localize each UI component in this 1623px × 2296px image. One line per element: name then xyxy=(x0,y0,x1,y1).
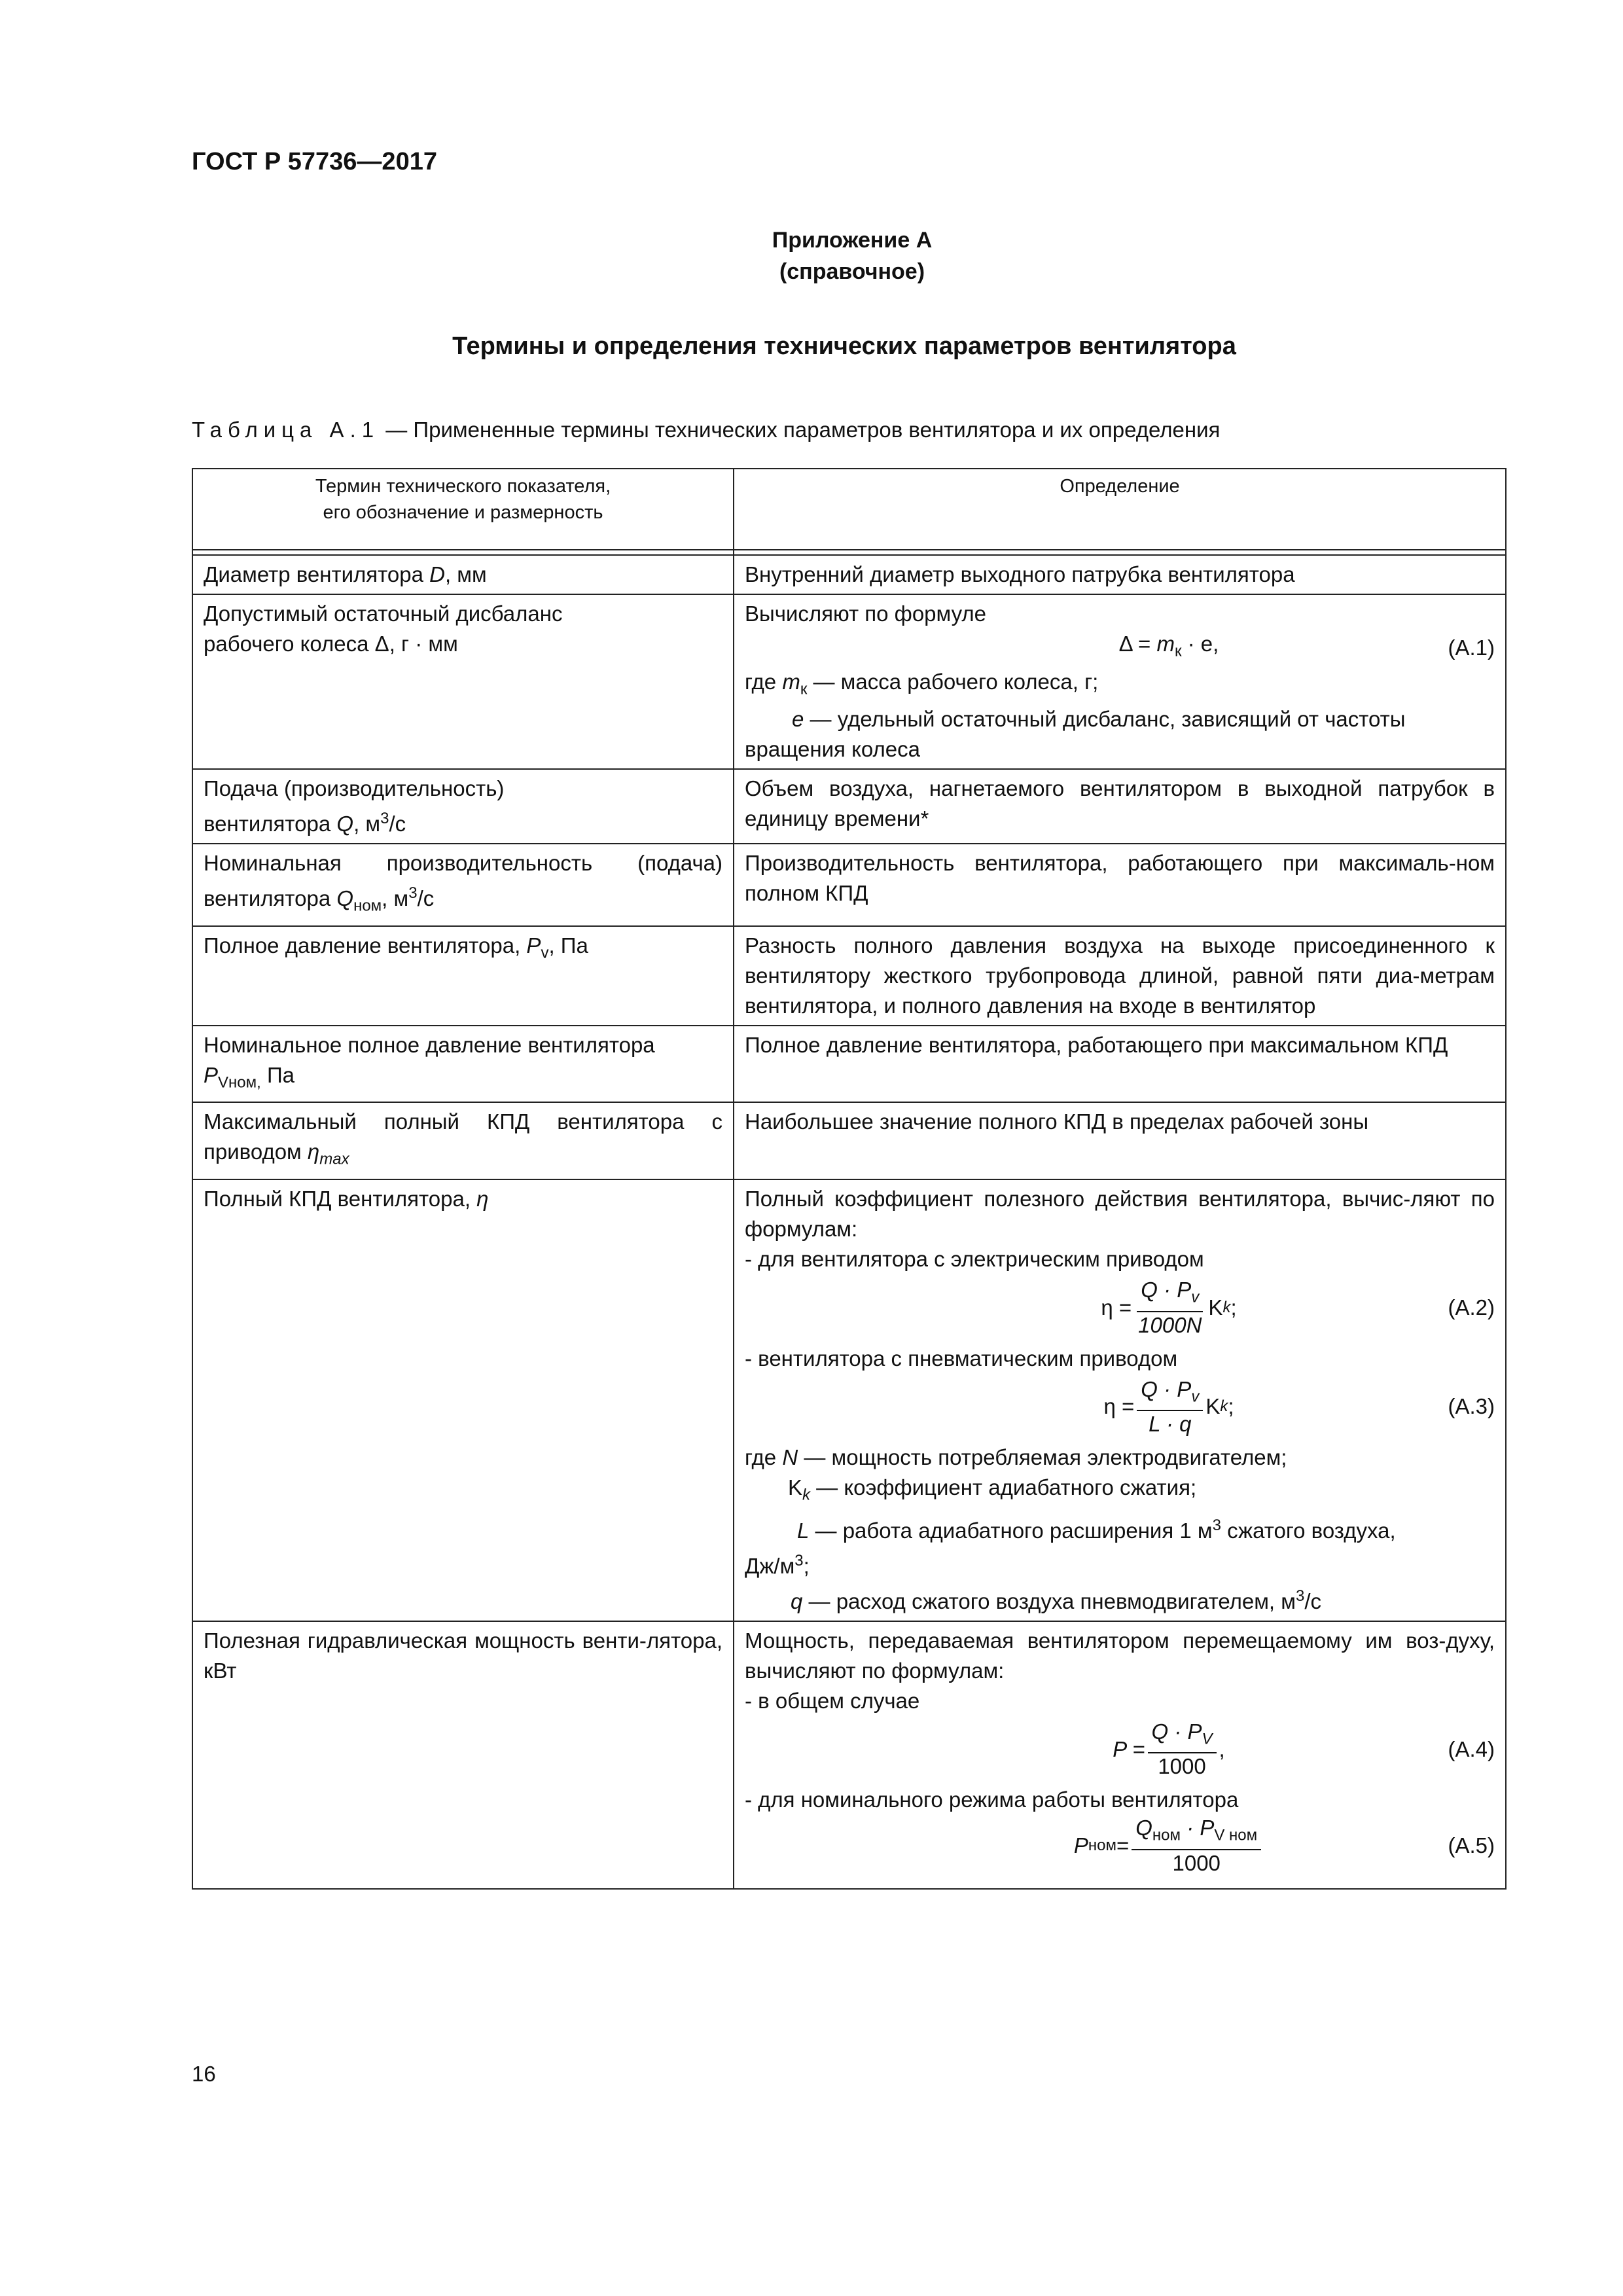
term-symbol: Q xyxy=(336,886,354,911)
eq-denominator xyxy=(1168,1850,1224,1876)
where-symbol: K xyxy=(788,1475,803,1500)
where-symbol: m xyxy=(782,669,800,694)
where-line xyxy=(745,1473,1495,1511)
eq-numerator xyxy=(1132,1815,1261,1850)
term-symbol: Q xyxy=(336,812,354,836)
page-number: 16 xyxy=(192,2062,216,2086)
where-line xyxy=(745,1581,1495,1617)
where-text: /с xyxy=(1304,1588,1321,1613)
where-subscript: k xyxy=(802,1486,811,1504)
definition-cell xyxy=(734,1621,1506,1889)
eq-num-subscript: v xyxy=(1191,1288,1200,1306)
term-symbol: D xyxy=(429,562,445,586)
eq-num-text: Q · P xyxy=(1141,1376,1192,1401)
term-text xyxy=(204,1137,722,1175)
where-line xyxy=(745,1546,1495,1581)
eq-num-text: Q · P xyxy=(1141,1277,1192,1302)
table-row xyxy=(192,1179,1506,1621)
term-text-part: вентилятора xyxy=(204,886,337,911)
where-symbol: N xyxy=(782,1445,798,1470)
eq-part: Δ = xyxy=(1118,632,1157,656)
term-text: Подача (производительность) xyxy=(204,776,505,801)
equation-line xyxy=(745,1815,1495,1876)
eq-fraction xyxy=(1137,1376,1203,1438)
where-superscript: 3 xyxy=(1212,1516,1221,1534)
eq-den-text: L · q xyxy=(1149,1412,1192,1437)
eq-coefficient-subscript: k xyxy=(1222,1298,1231,1316)
term-subscript: max xyxy=(319,1150,349,1168)
table-header-row xyxy=(192,469,1506,550)
eq-denominator xyxy=(1145,1411,1195,1437)
eq-equals: = xyxy=(1116,1833,1130,1858)
eq-num-subscript: v xyxy=(1191,1388,1200,1406)
definition-case: - вентилятора с пневматическим приводом xyxy=(745,1346,1178,1371)
term-text: Диаметр вентилятора xyxy=(204,562,430,586)
term-cell xyxy=(192,594,734,769)
table-caption-label: Таблица А.1 xyxy=(192,418,380,442)
equation-number: (А.4) xyxy=(1448,1736,1495,1761)
term-cell xyxy=(192,1179,734,1621)
equation xyxy=(745,1277,1436,1338)
definition-cell xyxy=(734,1179,1506,1621)
where-unit: Дж/м xyxy=(745,1553,795,1578)
where-text: — удельный остаточный дисбаланс, зависящий от частоты вращения колеса xyxy=(745,707,1406,762)
eq-fraction xyxy=(1134,1277,1205,1338)
term-unit: , Па xyxy=(548,933,588,958)
equation xyxy=(745,1719,1436,1780)
table-row xyxy=(192,1102,1506,1179)
where-line xyxy=(745,667,1495,705)
eq-num-text: Q · P xyxy=(1151,1719,1202,1744)
table-row xyxy=(192,594,1506,769)
where-subscript: к xyxy=(800,680,808,698)
table-row xyxy=(192,1026,1506,1103)
where-text: — коэффициент адиабатного сжатия; xyxy=(810,1475,1197,1500)
definition-cell: Разность полного давления воздуха на выходе присоединенного к вентилятору жесткого трубопровода длиной, равной пяти диа-метрам вентилятора, и полного давления на входе в вентилятор xyxy=(734,926,1506,1026)
header-term-line1: Термин технического показателя, xyxy=(315,476,611,497)
eq-lhs: η = xyxy=(1103,1394,1135,1419)
definition-text: Мощность, передаваемая вентилятором перемещаемому им воз-духу, вычисляют по формулам: xyxy=(745,1628,1495,1683)
definition-cell: Объем воздуха, нагнетаемого вентилятором в выходной патрубок в единицу времени* xyxy=(734,769,1506,844)
term-unit: , м xyxy=(382,886,409,911)
eq-num-subscript: V ном xyxy=(1214,1826,1258,1844)
term-text-part: приводом xyxy=(204,1139,308,1164)
term-cell: Полезная гидравлическая мощность венти-лятора, кВт xyxy=(192,1621,734,1889)
equation-line xyxy=(745,1376,1495,1438)
eq-fraction xyxy=(1132,1815,1261,1876)
header-definition: Определение xyxy=(734,469,1506,550)
where-unit: ; xyxy=(803,1553,810,1578)
terms-table xyxy=(192,468,1507,1890)
eq-subscript: к xyxy=(1174,642,1182,660)
term-text: Допустимый остаточный дисбаланс xyxy=(204,601,563,626)
term-subscript: ном xyxy=(353,897,382,915)
term-text: Полный КПД вентилятора, xyxy=(204,1186,477,1211)
where-line xyxy=(745,1511,1495,1546)
term-subscript: Vном, xyxy=(218,1073,261,1092)
definition-cell: Производительность вентилятора, работающего при максималь-ном полном КПД xyxy=(734,844,1506,926)
where-superscript: 3 xyxy=(794,1551,804,1570)
eq-denominator xyxy=(1154,1753,1209,1780)
document-header: ГОСТ Р 57736—2017 xyxy=(192,148,437,175)
term-cell xyxy=(192,555,734,594)
term-cell xyxy=(192,926,734,1026)
eq-coefficient: K xyxy=(1205,1394,1221,1419)
term-text xyxy=(204,1060,722,1098)
equation-number: (А.5) xyxy=(1448,1833,1495,1858)
eq-lhs-subscript: ном xyxy=(1088,1837,1116,1855)
annex-note: (справочное) xyxy=(779,259,925,285)
eq-num-subscript: V xyxy=(1202,1730,1213,1748)
eq-numerator xyxy=(1137,1277,1203,1312)
where-symbol: e xyxy=(792,707,804,732)
term-cell xyxy=(192,1102,734,1179)
term-superscript: 3 xyxy=(408,884,418,903)
header-term xyxy=(192,469,734,550)
eq-numerator xyxy=(1148,1719,1217,1754)
term-text: Номинальная производительность (подача) xyxy=(204,851,722,876)
eq-fraction-wrap xyxy=(1104,1376,1234,1438)
annex-title: Приложение А xyxy=(772,228,933,253)
eq-lhs: η = xyxy=(1101,1295,1132,1319)
term-text: Максимальный полный КПД вентилятора с xyxy=(204,1109,722,1134)
eq-num-text: Q xyxy=(1135,1816,1152,1840)
definition-cell xyxy=(734,594,1506,769)
equation xyxy=(745,1815,1436,1876)
term-unit: Па xyxy=(260,1062,295,1087)
term-cell xyxy=(192,844,734,926)
where-superscript: 3 xyxy=(1295,1587,1305,1605)
eq-lhs: P = xyxy=(1113,1736,1145,1761)
eq-fraction-wrap xyxy=(1113,1719,1224,1780)
term-text-part: вентилятора xyxy=(204,812,337,836)
eq-coefficient: K xyxy=(1208,1295,1223,1319)
term-superscript: 3 xyxy=(380,810,389,828)
eq-den-text: 1000N xyxy=(1138,1312,1202,1337)
eq-lhs: P xyxy=(1073,1833,1088,1858)
term-symbol: P xyxy=(526,933,541,958)
where-prefix: где xyxy=(745,669,783,694)
section-title: Термины и определения технических параметров вентилятора xyxy=(452,332,1236,360)
definition-text: Полный коэффициент полезного действия вентилятора, вычис-ляют по формулам: xyxy=(745,1186,1495,1241)
eq-part: · e, xyxy=(1181,632,1219,656)
equation-number: (А.2) xyxy=(1448,1295,1495,1319)
header-gap xyxy=(192,550,1506,555)
term-symbol: η xyxy=(307,1139,320,1164)
where-symbol: q xyxy=(791,1588,803,1613)
equation-line xyxy=(745,1277,1495,1338)
definition-case: - для вентилятора с электрическим приводом xyxy=(745,1246,1204,1271)
term-subscript: v xyxy=(541,944,549,962)
eq-symbol: m xyxy=(1156,632,1175,656)
definition-text: Вычисляют по формуле xyxy=(745,601,986,626)
table-row xyxy=(192,926,1506,1026)
eq-coefficient-subscript: k xyxy=(1220,1397,1228,1416)
definition-cell: Внутренний диаметр выходного патрубка вентилятора xyxy=(734,555,1506,594)
where-line xyxy=(745,1443,1495,1473)
eq-fraction xyxy=(1148,1719,1217,1780)
eq-den-text: 1000 xyxy=(1158,1754,1206,1779)
table-row xyxy=(192,555,1506,594)
definition-case: - для номинального режима работы вентилятора xyxy=(745,1787,1239,1812)
equation-number: (А.3) xyxy=(1448,1394,1495,1419)
table-caption xyxy=(192,418,1220,442)
eq-den-text: 1000 xyxy=(1172,1850,1221,1875)
equation xyxy=(745,629,1436,667)
eq-tail: ; xyxy=(1230,1295,1237,1319)
term-symbol: η xyxy=(476,1186,489,1211)
definition-case: - в общем случае xyxy=(745,1688,920,1713)
table-row xyxy=(192,844,1506,926)
eq-num-text: · P xyxy=(1181,1816,1215,1840)
term-unit: /с xyxy=(417,886,435,911)
term-text xyxy=(204,804,722,839)
header-term-line2: его обозначение и размерность xyxy=(323,502,603,523)
eq-fraction-wrap xyxy=(1074,1815,1264,1876)
table-caption-text: — Примененные термины технических параметров вентилятора и их определения xyxy=(380,418,1221,442)
equation-line xyxy=(745,1719,1495,1780)
where-prefix: где xyxy=(745,1445,783,1470)
eq-tail: , xyxy=(1219,1736,1225,1761)
equation xyxy=(745,1376,1436,1438)
eq-fraction-wrap xyxy=(1101,1277,1236,1338)
where-text: — масса рабочего колеса, г; xyxy=(807,669,1099,694)
eq-tail: ; xyxy=(1228,1394,1234,1419)
equation-number: (А.1) xyxy=(1448,635,1495,660)
where-text: — расход сжатого воздуха пневмодвигателем, м xyxy=(802,1588,1296,1613)
term-unit: , мм xyxy=(444,562,487,586)
equation-line xyxy=(745,629,1495,667)
where-text: сжатого воздуха, xyxy=(1221,1518,1396,1543)
term-symbol: P xyxy=(204,1062,219,1087)
eq-numerator xyxy=(1137,1376,1203,1412)
where-text: — мощность потребляемая электродвигателем; xyxy=(798,1445,1287,1470)
term-cell xyxy=(192,769,734,844)
term-text: Полное давление вентилятора, xyxy=(204,933,527,958)
eq-denominator xyxy=(1134,1312,1205,1338)
table-row xyxy=(192,769,1506,844)
term-text: Номинальное полное давление вентилятора xyxy=(204,1032,655,1057)
eq-num-subscript: ном xyxy=(1152,1826,1181,1844)
term-text: рабочего колеса Δ, г · мм xyxy=(204,632,458,656)
term-unit: /с xyxy=(389,812,406,836)
annex-heading xyxy=(41,224,1623,288)
term-cell xyxy=(192,1026,734,1103)
where-symbol: L xyxy=(797,1518,810,1543)
definition-cell: Полное давление вентилятора, работающего при максимальном КПД xyxy=(734,1026,1506,1103)
where-line xyxy=(745,704,1495,764)
definition-cell: Наибольшее значение полного КПД в пределах рабочей зоны xyxy=(734,1102,1506,1179)
where-text: — работа адиабатного расширения 1 м xyxy=(809,1518,1213,1543)
table-row xyxy=(192,1621,1506,1889)
term-unit: , м xyxy=(353,812,381,836)
term-text xyxy=(204,878,722,922)
